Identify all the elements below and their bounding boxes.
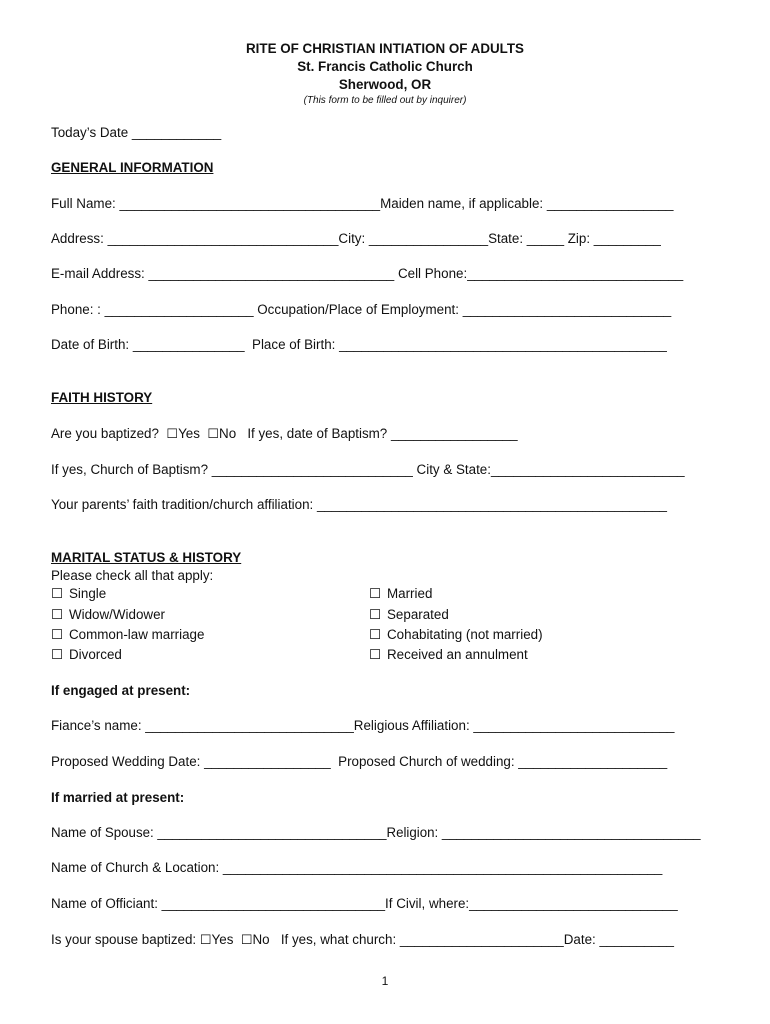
baptized-no-label: No	[219, 426, 237, 441]
page-number: 1	[381, 974, 389, 988]
parents-faith-field[interactable]: Your parents’ faith tradition/church affiliation: _______________________________________________	[51, 497, 668, 512]
phone-field[interactable]: Phone: : ____________________ Occupation/Place of Employment: ____________________________	[51, 302, 672, 317]
marital-option-annulment[interactable]: ☐ Received an annulment	[369, 647, 528, 662]
spouse-yes-checkbox[interactable]: ☐	[199, 932, 212, 947]
marital-option-common-law[interactable]: ☐ Common-law marriage	[51, 627, 205, 642]
spouse-no-label: No	[252, 932, 270, 947]
church-location: Sherwood, OR	[338, 77, 432, 92]
form-title: RITE OF CHRISTIAN INTIATION OF ADULTS	[246, 41, 524, 56]
checkbox-icon[interactable]: ☐	[51, 586, 64, 601]
baptized-yes-label: Yes	[178, 426, 200, 441]
checkbox-icon[interactable]: ☐	[369, 647, 382, 662]
baptized-question: Are you baptized?	[51, 426, 159, 441]
marital-option-widow[interactable]: ☐ Widow/Widower	[51, 607, 165, 622]
spouse-name-field[interactable]: Name of Spouse: _______________________________Religion: ___________________________________	[51, 825, 701, 840]
church-of-baptism-field[interactable]: If yes, Church of Baptism? ___________________________ City & State:__________________________	[51, 462, 685, 477]
spouse-church-field[interactable]: If yes, what church: ______________________Date: __________	[280, 932, 674, 947]
checkbox-icon[interactable]: ☐	[51, 607, 64, 622]
checkbox-icon[interactable]: ☐	[51, 627, 64, 642]
marital-option-cohabitating[interactable]: ☐ Cohabitating (not married)	[369, 627, 543, 642]
marital-option-married[interactable]: ☐ Married	[369, 586, 433, 601]
address-field[interactable]: Address: _______________________________City: ________________State: _____ Zip: _________	[51, 231, 661, 246]
fiance-name-field[interactable]: Fiance’s name: ____________________________Religious Affiliation: ___________________________	[51, 718, 675, 733]
baptized-question-row	[51, 426, 518, 442]
spouse-baptized-row	[51, 932, 674, 948]
todays-date-field[interactable]: Today’s Date ____________	[51, 125, 222, 140]
church-location-field[interactable]: Name of Church & Location: ___________________________________________________________	[51, 860, 663, 875]
marital-option-single[interactable]: ☐ Single	[51, 586, 107, 601]
marital-status-heading: MARITAL STATUS & HISTORY	[51, 550, 242, 565]
date-of-birth-field[interactable]: Date of Birth: _______________ Place of Birth: ____________________________________________	[51, 337, 667, 352]
email-field[interactable]: E-mail Address: _________________________________ Cell Phone:_____________________________	[51, 266, 684, 281]
married-heading: If married at present:	[51, 790, 185, 805]
faith-history-heading: FAITH HISTORY	[51, 390, 153, 405]
church-name: St. Francis Catholic Church	[297, 59, 473, 74]
wedding-date-field[interactable]: Proposed Wedding Date: _________________ Proposed Church of wedding: ____________________	[51, 754, 668, 769]
check-all-instruction: Please check all that apply:	[51, 568, 214, 583]
general-info-heading: GENERAL INFORMATION	[51, 160, 214, 175]
officiant-field[interactable]: Name of Officiant: ______________________________If Civil, where:____________________________	[51, 896, 678, 911]
engaged-heading: If engaged at present:	[51, 683, 191, 698]
baptized-no-checkbox[interactable]: ☐	[207, 426, 220, 441]
baptized-yes-checkbox[interactable]: ☐	[166, 426, 179, 441]
spouse-yes-label: Yes	[211, 932, 234, 947]
spouse-baptized-question: Is your spouse baptized:	[51, 932, 197, 947]
checkbox-icon[interactable]: ☐	[369, 586, 382, 601]
spouse-no-checkbox[interactable]: ☐	[240, 932, 253, 947]
baptism-date-field[interactable]: If yes, date of Baptism? _________________	[247, 426, 518, 441]
checkbox-icon[interactable]: ☐	[369, 627, 382, 642]
checkbox-icon[interactable]: ☐	[51, 647, 64, 662]
checkbox-icon[interactable]: ☐	[369, 607, 382, 622]
form-note: (This form to be filled out by inquirer)	[303, 95, 467, 106]
full-name-field[interactable]: Full Name: ___________________________________Maiden name, if applicable: _________________	[51, 196, 674, 211]
marital-option-divorced[interactable]: ☐ Divorced	[51, 647, 122, 662]
marital-option-separated[interactable]: ☐ Separated	[369, 607, 449, 622]
